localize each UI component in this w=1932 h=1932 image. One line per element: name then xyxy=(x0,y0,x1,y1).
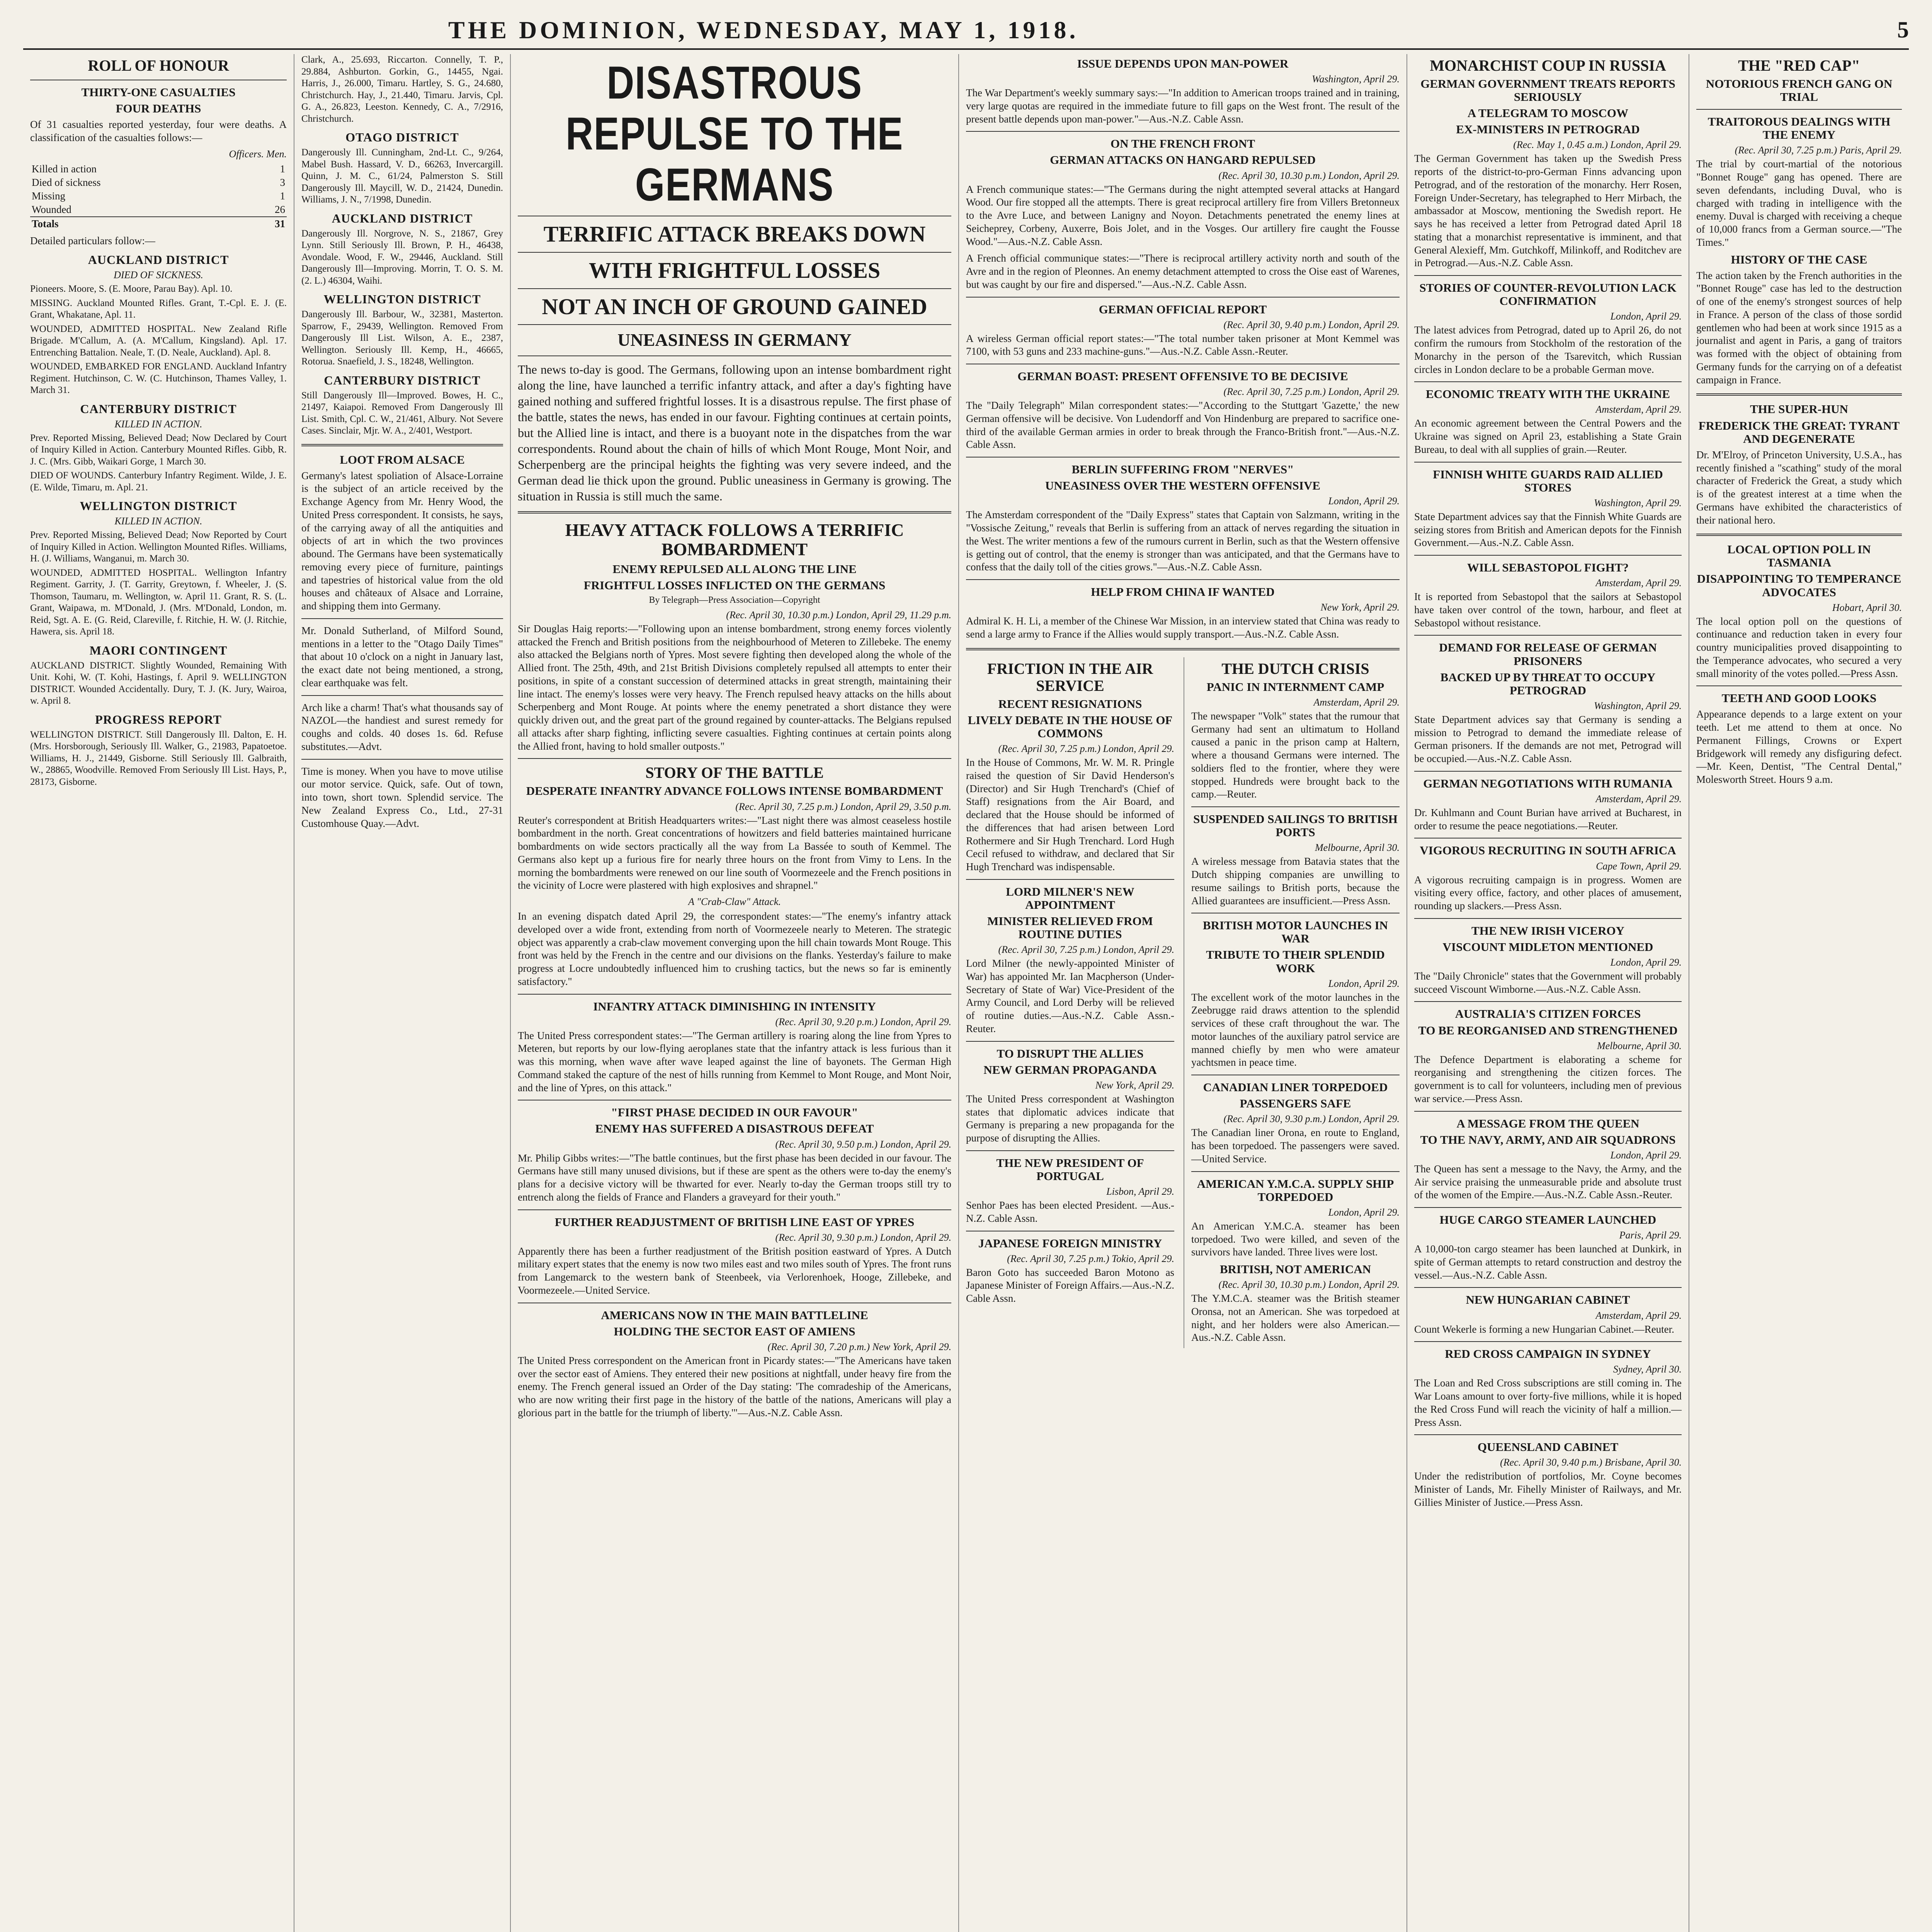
table-row xyxy=(30,203,287,217)
article-headline: TO DISRUPT THE ALLIES xyxy=(997,1046,1144,1060)
advertisement: Time is money. When you have to move utilise our motor service. Quick, safe. Out of town, into town, short town. Splendid service. The New Zealand Express Co., Ltd., 27-31 Customhouse Quay.—Advt. xyxy=(301,765,503,829)
article-body: A French communique states:—"The Germans during the night attempted several attacks at Hangard Wood. Our fire stopped all the attempts. There is great reciprocal artillery fire from Villers Bretonneux to the Avre Luce, and between Lanigny and Noyon. Detachments penetrated the enemy lines at Seicheprey, Corbeny, Auxerre, Bois Jolet, and in the Vosges. Our artillery fire caught the Fousse Wood."—Aus.-N.Z. Cable Assn. xyxy=(966,183,1400,247)
dateline: Hobart, April 30. xyxy=(1832,602,1902,613)
divider xyxy=(1414,1207,1682,1208)
article-subheadline: A TELEGRAM TO MOSCOW xyxy=(1467,106,1628,120)
divider xyxy=(1414,1001,1682,1002)
casualty-entry: Pioneers. Moore, S. (E. Moore, Parau Bay). Apl. 10. xyxy=(30,284,233,294)
divider xyxy=(1696,393,1902,396)
dateline: (Rec. April 30, 10.30 p.m.) London, April 29. xyxy=(1218,170,1400,181)
article-body: Count Wekerle is forming a new Hungarian Cabinet.—Reuter. xyxy=(1414,1323,1674,1335)
divider xyxy=(966,1150,1174,1151)
article-subheadline: HOLDING THE SECTOR EAST OF AMIENS xyxy=(614,1324,855,1338)
article-body: The "Daily Telegraph" Milan correspondent states:—"According to the Stuttgart 'Gazette,' the new German offensive will be decisive. Von Ludendorff and Von Hindenburg are prepared to sacrifice one-third of the available German armies in order to break through the Franco-British front."—Aus.-N.Z. Cable Assn. xyxy=(966,400,1400,451)
dateline: (Rec. April 30, 9.30 p.m.) London, April 29. xyxy=(775,1231,951,1243)
article-headline: "FIRST PHASE DECIDED IN OUR FAVOUR" xyxy=(611,1105,858,1119)
article-body: Dr. Kuhlmann and Count Burian have arrived at Bucharest, in order to resume the peace negotiations.—Reuter. xyxy=(1414,806,1682,832)
casualty-entry: WOUNDED, EMBARKED FOR ENGLAND. Auckland Infantry Regiment. Hutchinson, C. W. (C. Hutchinson, Thames Valley, 1. March 31. xyxy=(30,361,287,396)
article-headline: FRICTION IN THE AIR SERVICE xyxy=(987,660,1153,694)
sub-column-left xyxy=(966,657,1174,1348)
divider xyxy=(518,511,951,514)
table-cell: Killed in action xyxy=(32,163,97,175)
article-headline: NEW HUNGARIAN CABINET xyxy=(1466,1293,1630,1307)
dateline: Washington, April 29. xyxy=(1594,700,1682,711)
dateline: New York, April 29. xyxy=(1320,602,1400,613)
table-cell: Died of sickness xyxy=(32,176,101,188)
casualty-entry: Still Dangerously Ill—Improved. Bowes, H. C., 21497, Kaiapoi. Removed From Dangerously Ill List. Smith, Cpl. C. W., 21/461, Albury. Not Severe Cases. Sinclair, Mjr. W. A., 2/401, Westport. xyxy=(301,390,503,436)
article-subheadline: PASSENGERS SAFE xyxy=(1240,1097,1351,1111)
advertisement: Arch like a charm! That's what thousands say of NAZOL—the handiest and surest remedy for coughs and colds. 40 doses 1s. 6d. Refuse substitutes.—Advt. xyxy=(301,701,503,752)
column-foreign-news xyxy=(1406,54,1689,1932)
article-subheadline: NOTORIOUS FRENCH GANG ON TRIAL xyxy=(1706,77,1893,104)
article-body: The Amsterdam correspondent of the "Daily Express" states that Captain von Salzmann, writing in the "Vossische Zeitung," reveals that Berlin is suffering from an attack of nerves regarding the situation in the West. The writer mentions a few of the rumours current in Berlin, such as that the Western offensive is getting out of control, that the enemy is stronger than was anticipated, and that the Germans have to confess that the daily toll of the cities grows."—Aus.-N.Z. Cable Assn. xyxy=(966,509,1400,573)
dateline: (Rec. April 30, 9.50 p.m.) London, April 29. xyxy=(775,1138,951,1150)
article-body: State Department advices say that the Finnish White Guards are seizing stores from British and American depots for the Finnish Government.—Aus.-N.Z. Cable Assn. xyxy=(1414,510,1682,549)
divider xyxy=(1696,534,1902,536)
dateline: London, April 29. xyxy=(1610,311,1682,322)
divider xyxy=(966,579,1400,580)
dateline: Sydney, April 30. xyxy=(1613,1364,1682,1375)
roll-subtitle: THIRTY-ONE CASUALTIES xyxy=(81,85,236,99)
article-subheadline: FREDERICK THE GREAT: TYRANT AND DEGENERATE xyxy=(1698,418,1900,446)
article-body: Lord Milner (the newly-appointed Minister of War) has appointed Mr. Ian Macpherson (Under-Secretary of State of War) Vice-President of the Army Council, and Lord Derby will be relieved of routine duties.—Aus.-N.Z. Cable Assn.-Reuter. xyxy=(966,957,1174,1034)
divider xyxy=(1414,771,1682,772)
casualty-entry: Dangerously Ill. Cunningham, 2nd-Lt. C., 9/264, Mabel Bush. Hassard, V. D., 66263, Invercargill. Quinn, J. M. C., 61/24, Palmerston S. Still Dangerously Ill. Maycill, W. D., 21424, Dunedin. Williams, J. N., 7/1998, Dunedin. xyxy=(301,147,503,205)
article-body: The United Press correspondent on the American front in Picardy states:—"The Americans have taken over the sector east of Amiens. They entered their new positions at nightfall, under heavy fire from the enemy. The French general issued an Order of the Day stating: 'The comradeship of the Americans, who are now writing their first page in the history of the battle of the nations, Americans will play a glorious part in the battle for the triumph of liberty.'"—Aus.-N.Z. Cable Assn. xyxy=(518,1354,951,1418)
divider xyxy=(966,1041,1174,1042)
dateline: London, April 29. xyxy=(1328,978,1400,989)
article-body: An American Y.M.C.A. steamer has been torpedoed. Two were killed, and seven of the survivors have landed. Three lives were lost. xyxy=(1191,1220,1400,1258)
article-headline: THE "RED CAP" xyxy=(1738,57,1860,74)
district-heading: MAORI CONTINGENT xyxy=(89,643,228,657)
table-row-total xyxy=(30,217,287,231)
dateline: Amsterdam, April 29. xyxy=(1595,793,1682,804)
table-row xyxy=(30,176,287,189)
article-headline: ECONOMIC TREATY WITH THE UKRAINE xyxy=(1425,387,1670,401)
article-subheadline: FRIGHTFUL LOSSES INFLICTED ON THE GERMANS xyxy=(583,578,886,592)
article-body: The War Department's weekly summary says:—"In addition to American troops trained and in training, very large quotas are required in the immediate future to fill gaps on the West front. The result of the present battle depends upon man-power."—Aus.-N.Z. Cable Assn. xyxy=(966,87,1400,125)
divider xyxy=(966,879,1174,880)
dateline: (Rec. April 30, 9.40 p.m.) Brisbane, April 30. xyxy=(1500,1457,1682,1468)
article-subheadline: TO THE NAVY, ARMY, AND AIR SQUADRONS xyxy=(1420,1133,1676,1146)
dateline: London, April 29. xyxy=(1328,495,1400,507)
article-body: The Defence Department is elaborating a scheme for reorganising and strengthening the citizen forces. The government is to call for volunteers, including men of previous war service.—Press Assn. xyxy=(1414,1053,1682,1104)
table-cell: 26 xyxy=(275,203,285,215)
casualty-entry: WELLINGTON DISTRICT. Still Dangerously Ill. Dalton, E. H. (Mrs. Horsborough, Seriously Ill. Walker, G., 21983, Papatoetoe. Williams, H. J., 21449, Gisborne. Still Seriously Ill. Galbraith, W., 28865, Woodville. Removed From Seriously Ill List. Hays, P., 28173, Gisborne. xyxy=(30,729,287,787)
dateline: London, April 29. xyxy=(1610,956,1682,968)
article-subheadline: MINISTER RELIEVED FROM ROUTINE DUTIES xyxy=(987,914,1153,941)
divider xyxy=(1414,381,1682,382)
article-headline: LORD MILNER'S NEW APPOINTMENT xyxy=(1006,884,1134,912)
article-subheadline: PANIC IN INTERNMENT CAMP xyxy=(1206,680,1384,694)
column-casualty-progress xyxy=(294,54,510,1932)
article-headline: WILL SEBASTOPOL FIGHT? xyxy=(1467,561,1629,575)
article-body: Dr. M'Elroy, of Princeton University, U.S.A., has recently finished a "scathing" study of the moral character of Frederick the Great, a study which is of the greatest interest at a time when the Germans have exhibited the characteristics of their national hero. xyxy=(1696,449,1902,526)
roll-title: ROLL OF HONOUR xyxy=(88,57,229,74)
article-subheadline: EX-MINISTERS IN PETROGRAD xyxy=(1456,122,1640,136)
casualty-list xyxy=(30,529,287,638)
column-war-news xyxy=(958,54,1406,1932)
district-subheading: DIED OF SICKNESS. xyxy=(114,269,203,281)
roll-subtitle-deaths: FOUR DEATHS xyxy=(116,102,201,116)
article-crosshead: A "Crab-Claw" Attack. xyxy=(688,896,781,908)
article-body: Apparently there has been a further readjustment of the British position eastward of Ypres. A Dutch military expert states that the enemy is now two miles east and two miles south of Ypres. The front runs from Langemarck to the western bank of Steenbeek, via Verlorenhoek, Hooge, Zillebeke, and Voormezeele.—United Service. xyxy=(518,1245,951,1296)
divider xyxy=(1696,685,1902,686)
dateline: London, April 29. xyxy=(1328,1206,1400,1218)
article-subheadline: TO BE REORGANISED AND STRENGTHENED xyxy=(1418,1023,1678,1037)
casualty-list xyxy=(301,228,503,287)
article-body: The United Press correspondent at Washington states that diplomatic advices indicate that Germany is preparing a new propaganda for the purpose of disrupting the Allies. xyxy=(966,1093,1174,1144)
casualty-entry: Clark, A., 25.693, Riccarton. Connelly, T. P., 29.884, Ashburton. Gorkin, G., 14455, Ngai. Harris, J., 26.000, Timaru. Hartley, S. G., 24.680, Christchurch. Hay, J., 21.440, Timaru. Jarvis, Cpl. G. A., 26.823, Leeston. Kennedy, C. A., 7/2916, Christchurch. xyxy=(301,54,503,124)
district-subheading: KILLED IN ACTION. xyxy=(114,418,202,430)
casualty-list xyxy=(30,729,287,788)
divider xyxy=(1414,918,1682,919)
district-heading: CANTERBURY DISTRICT xyxy=(324,373,481,387)
article-subheadline: TRIBUTE TO THEIR SPLENDID WORK xyxy=(1206,948,1385,975)
article-headline: ON THE FRENCH FRONT xyxy=(1110,137,1255,151)
article-subheadline: DESPERATE INFANTRY ADVANCE FOLLOWS INTENSE BOMBARDMENT xyxy=(526,784,943,798)
article-headline: SUSPENDED SAILINGS TO BRITISH PORTS xyxy=(1193,812,1398,839)
article-headline: HELP FROM CHINA IF WANTED xyxy=(1091,585,1275,599)
dateline: (Rec. April 30, 7.25 p.m.) London, April 29. xyxy=(998,743,1174,755)
divider xyxy=(1414,1434,1682,1435)
article-headline: MONARCHIST COUP IN RUSSIA xyxy=(1430,57,1666,74)
article-headline: GERMAN OFFICIAL REPORT xyxy=(1099,302,1267,316)
lead-deck: TERRIFIC ATTACK BREAKS DOWN xyxy=(543,221,926,247)
dateline: (Rec. May 1, 0.45 a.m.) London, April 29. xyxy=(1513,139,1682,151)
article-subheadline: DISAPPOINTING TO TEMPERANCE ADVOCATES xyxy=(1697,572,1901,599)
district-subheading: KILLED IN ACTION. xyxy=(114,515,202,527)
dateline: (Rec. April 30, 7.25 p.m.) London, April 29, 3.50 p.m. xyxy=(735,801,951,812)
article-headline: AMERICAN Y.M.C.A. SUPPLY SHIP TORPEDOED xyxy=(1197,1177,1394,1204)
divider xyxy=(518,994,951,995)
article-headline: ISSUE DEPENDS UPON MAN-POWER xyxy=(1077,57,1289,70)
article-headline: THE NEW PRESIDENT OF PORTUGAL xyxy=(996,1156,1144,1183)
article-headline: THE NEW IRISH VICEROY xyxy=(1471,923,1624,937)
article-headline: AUSTRALIA'S CITIZEN FORCES xyxy=(1455,1007,1641,1021)
dateline: Melbourne, April 30. xyxy=(1597,1040,1682,1051)
table-cell: 3 xyxy=(280,176,285,188)
article-body: The Queen has sent a message to the Navy, the Army, and the Air service praising the unmeasurable pride and absolute trust of the women of the Empire.—Aus.-N.Z. Cable Assn.-Reuter. xyxy=(1414,1163,1682,1201)
district-heading: CANTERBURY DISTRICT xyxy=(80,401,237,416)
divider xyxy=(966,648,1400,650)
dateline: Melbourne, April 30. xyxy=(1315,842,1400,854)
divider xyxy=(301,444,503,446)
district-heading: OTAGO DISTRICT xyxy=(345,130,459,144)
detailed-label: Detailed particulars follow:— xyxy=(30,235,155,247)
casualty-entry: DIED OF WOUNDS. Canterbury Infantry Regiment. Wilde, J. E. (E. Wilde, Timaru, m. Apl. 21. xyxy=(30,470,287,493)
dateline: Washington, April 29. xyxy=(1594,497,1682,509)
article-body: The action taken by the French authorities in the "Bonnet Rouge" case has led to the destruction of one of the enemy's strongest sources of help in France. A person of the class of those sordid gentlemen who had been at work since 1915 as a journalist and agent in Paris, a gang of traitors was formed with the object of obtaining from Germany funds for the carrying on of a defeatist campaign in France. xyxy=(1696,269,1902,386)
divider xyxy=(966,131,1400,132)
lead-deck: WITH FRIGHTFUL LOSSES xyxy=(588,257,881,283)
article-body: State Department advices say that Germany is sending a mission to Petrograd to demand the immediate release of German prisoners. If the demands are not met, Petrograd will be occupied.—Aus.-N.Z. Cable Assn. xyxy=(1414,713,1682,765)
dateline: (Rec. April 30, 7.25 p.m.) Paris, April 29. xyxy=(1735,145,1902,156)
divider xyxy=(518,252,951,253)
article-body: The latest advices from Petrograd, dated up to April 26, do not confirm the rumours from Stockholm of the restoration of the Monarchy in the person of the Tsarevitch, which Russian circles in London declare to be a probable German move. xyxy=(1414,324,1682,375)
article-body: Under the redistribution of portfolios, Mr. Coyne becomes Minister of Lands, Mr. Fihelly Minister of Railways, and Mr. Gillies Minister of Justice.—Press Assn. xyxy=(1414,1470,1682,1508)
article-crosshead: HISTORY OF THE CASE xyxy=(1731,252,1867,266)
table-cell: Wounded xyxy=(32,203,71,215)
article-headline: CANADIAN LINER TORPEDOED xyxy=(1203,1080,1388,1094)
dateline: Amsterdam, April 29. xyxy=(1595,1310,1682,1321)
article-headline: STORIES OF COUNTER-REVOLUTION LACK CONFIRMATION xyxy=(1419,281,1677,308)
divider xyxy=(1414,1111,1682,1112)
article-headline: BRITISH, NOT AMERICAN xyxy=(1219,1262,1371,1276)
article-body: In an evening dispatch dated April 29, the correspondent states:—"The enemy's infantry attack developed over a wide front, extending from north of Voormezeele nearly to Meteren. The strategic object was apparently a crab-claw movement converging upon the hill chain towards Mont Rouge. This front was held by the French in the centre and our divisions on the flanks. Yesterday's failure to make progress at Locre undoubtedly influenced him to crushing tactics, but the news so far is eminently satisfactory." xyxy=(518,910,951,987)
article-body: A wireless German official report states:—"The total number taken prisoner at Mont Kemmel was 7100, with 53 guns and 233 machine-guns."—Aus.-N.Z. Cable Assn.-Reuter. xyxy=(966,332,1400,357)
article-body: In the House of Commons, Mr. W. M. R. Pringle raised the question of Sir David Henderson's (Director) and Sir Hugh Trenchard's (Chief of Staff) resignations from the Air Board, and declared that the House should be informed of the differences that had arisen between Lord Rothermere and Sir Hugh Trenchard. Lord Hugh Cecil refused to withdraw, and declared that Sir Hugh Trenchard was indispensable. xyxy=(966,757,1174,873)
dateline: (Rec. April 30, 7.20 p.m.) New York, April 29. xyxy=(767,1341,951,1352)
casualty-entry: Prev. Reported Missing, Believed Dead; Now Declared by Court of Inquiry Killed in Action. Canterbury Mounted Rifles. Gibb, R. J. C. (Mrs. Gibb, Waikari Gorge, 1 March 30. xyxy=(30,432,287,467)
article-headline: STORY OF THE BATTLE xyxy=(645,764,824,782)
masthead xyxy=(23,12,1909,50)
lead-deck: NOT AN INCH OF GROUND GAINED xyxy=(542,294,927,319)
table-cell: Missing xyxy=(32,190,66,202)
article-headline: GERMAN NEGOTIATIONS WITH RUMANIA xyxy=(1423,776,1673,790)
divider xyxy=(966,297,1400,298)
dateline: (Rec. April 30, 9.30 p.m.) London, April 29. xyxy=(1223,1113,1400,1125)
district-heading: AUCKLAND DISTRICT xyxy=(88,253,229,267)
casualty-list xyxy=(301,309,503,368)
roll-intro: Of 31 casualties reported yesterday, four were deaths. A classification of the casualties follows:— xyxy=(30,119,287,143)
article-body: A vigorous recruiting campaign is in progress. Women are visiting every office, factory, and other places of amusement, rounding up slackers.—Press Assn. xyxy=(1414,874,1682,912)
column-lead-story xyxy=(510,54,958,1932)
table-cell: 31 xyxy=(257,217,287,231)
divider xyxy=(518,1209,951,1210)
article-body: Senhor Paes has been elected President. —Aus.-N.Z. Cable Assn. xyxy=(966,1199,1174,1224)
article-body: A French official communique states:—"There is reciprocal artillery activity north and south of the Avre and in the region of Pleonnes. An enemy detachment attempted to cross the Oise east of Warenes, but was caught by our fire and dispersed."—Aus.-N.Z. Cable Assn. xyxy=(966,252,1400,290)
dateline: (Rec. April 30, 10.30 p.m.) London, April 29, 11.29 p.m. xyxy=(726,609,951,621)
article-body: The United Press correspondent states:—"The German artillery is roaring along the line from Ypres to Meteren, but reports by our low-flying aeroplanes state that the infantry attack is less furious than it was this morning, when wave after wave leaped against the line of bayonets. The German High Command staked the capture of the nest of hills running from Kemmel to Mont Rouge, and Mont Noir, and the line of Ypres, on this attack." xyxy=(518,1029,951,1094)
article-headline: INFANTRY ATTACK DIMINISHING IN INTENSITY xyxy=(593,999,876,1013)
table-row xyxy=(30,162,287,176)
casualty-list xyxy=(30,432,287,494)
article-headline: FINNISH WHITE GUARDS RAID ALLIED STORES xyxy=(1433,467,1663,494)
article-subheadline: BACKED UP BY THREAT TO OCCUPY PETROGRAD xyxy=(1440,670,1656,697)
dateline: Lisbon, April 29. xyxy=(1106,1186,1174,1197)
casualty-list xyxy=(30,660,287,707)
article-body: Admiral K. H. Li, a member of the Chinese War Mission, in an interview stated that China was ready to send a large army to France if the Allies would supply transport.—Aus.-N.Z. Cable Assn. xyxy=(966,615,1400,640)
table-row xyxy=(30,189,287,203)
article-headline: BRITISH MOTOR LAUNCHES IN WAR xyxy=(1202,918,1388,946)
article-subheadline: RECENT RESIGNATIONS xyxy=(998,697,1142,711)
district-heading: WELLINGTON DISTRICT xyxy=(323,292,481,306)
article-headline: HEAVY ATTACK FOLLOWS A TERRIFIC BOMBARDMENT xyxy=(565,520,904,560)
article-headline: VIGOROUS RECRUITING IN SOUTH AFRICA xyxy=(1420,844,1676,857)
article-body: The trial by court-martial of the notorious "Bonnet Rouge" gang has opened. There are seven defendants, including Duval, who is charged with trading in intelligence with the enemy. Duval is charged with receiving a cheque of 10,000 francs from a German source.—"The Times." xyxy=(1696,158,1902,248)
casualty-list xyxy=(301,54,503,125)
divider xyxy=(1414,1287,1682,1288)
article-body: A 10,000-ton cargo steamer has been launched at Dunkirk, in spite of German attempts to retard construction and destroy the vessel.—Aus.-N.Z. Cable Assn. xyxy=(1414,1243,1682,1281)
article-body: The Canadian liner Orona, en route to England, has been torpedoed. The passengers were saved.—United Service. xyxy=(1191,1127,1400,1165)
article-body: Baron Goto has succeeded Baron Motono as Japanese Minister of Foreign Affairs.—Aus.-N.Z. Cable Assn. xyxy=(966,1266,1174,1304)
table-cell: 1 xyxy=(280,190,285,202)
dateline: (Rec. April 30, 9.20 p.m.) London, April 29. xyxy=(775,1016,951,1027)
article-body: It is reported from Sebastopol that the sailors at Sebastopol have taken over control of the town, harbour, and fleet at Sebastopol without resistance. xyxy=(1414,591,1682,629)
article-headline: A MESSAGE FROM THE QUEEN xyxy=(1456,1116,1639,1130)
article-body: The news to-day is good. The Germans, following upon an intense bombardment right along the line, have launched a terrific infantry attack, and after a day's fighting have gained nothing and suffered frightful losses. It is a disastrous repulse. The first phase of the battle, states the news, has ended in our favour. Fighting continues at certain points, but the Allied line is intact, and there is a buoyant note in the dispatches from the war correspondents. Round about the chain of hills of which Mont Rouge, Mont Noir, and Scherpenberg are the principal heights the fighting was very severe indeed, and the German dead lie thick upon the ground. Public uneasiness in Germany is growing. The situation in Russia is still much the same. xyxy=(518,362,951,503)
article-headline: GERMAN BOAST: PRESENT OFFENSIVE TO BE DECISIVE xyxy=(1017,369,1348,383)
article-headline: LOCAL OPTION POLL IN TASMANIA xyxy=(1727,543,1871,570)
article-body: The German Government has taken up the Swedish Press reports of the district-to-pro-German Finns advancing upon Petrograd, and of the restoration of the monarchy. Herr Rosen, Foreign Under-Secretary, has telegraphed to Herr Mirbach, the ambassador at Moscow, mentioning the Swedish report. He says he has received a letter from Petrograd dated April 18 stating that a monarchist representative is imminent, and that General Alexieff, Mm. Gutchkoff, Milinkoff, and Roditchev are in Petrograd.—Aus.-N.Z. Cable Assn. xyxy=(1414,153,1682,269)
article-headline: BERLIN SUFFERING FROM "NERVES" xyxy=(1071,463,1294,476)
article-subheadline: UNEASINESS OVER THE WESTERN OFFENSIVE xyxy=(1045,479,1321,493)
casualty-entry: WOUNDED, ADMITTED HOSPITAL. New Zealand Rifle Brigade. M'Callum, A. (A. M'Callum, Kingsland). Apl. 17. Entrenching Battalion. Neale, T. (D. Neale, Auckland). Apl. 8. xyxy=(30,323,287,358)
article-headline: JAPANESE FOREIGN MINISTRY xyxy=(978,1236,1162,1250)
column-roll-of-honour xyxy=(23,54,294,1932)
divider xyxy=(1414,555,1682,556)
dateline: (Rec. April 30, 9.40 p.m.) London, April 29. xyxy=(1223,319,1400,330)
casualty-list xyxy=(30,283,287,396)
district-heading: AUCKLAND DISTRICT xyxy=(332,211,473,225)
divider xyxy=(1414,1341,1682,1342)
divider xyxy=(1414,462,1682,463)
district-heading: PROGRESS REPORT xyxy=(95,712,222,726)
article-headline: FURTHER READJUSTMENT OF BRITISH LINE EAST OF YPRES xyxy=(554,1215,915,1229)
dateline: (Rec. April 30, 7.25 p.m.) Tokio, April 29. xyxy=(1007,1253,1174,1264)
casualty-list xyxy=(301,390,503,437)
casualty-entry: Dangerously Ill. Barbour, W., 32381, Masterton. Sparrow, F., 29439, Wellington. Removed From Dangerously Ill List. Wilson, A. E., 2387, Wellington. Seriously Ill. Kemp, H., 46665, Rotorua. Snaefield, J. S., 18248, Wellington. xyxy=(301,309,503,367)
dateline: Amsterdam, April 29. xyxy=(1595,577,1682,589)
article-subheadline: GERMAN GOVERNMENT TREATS REPORTS SERIOUSLY xyxy=(1420,77,1675,104)
divider xyxy=(1191,806,1400,807)
article-subheadline: GERMAN ATTACKS ON HANGARD REPULSED xyxy=(1050,153,1316,167)
article-body: An economic agreement between the Central Powers and the Ukraine was signed on April 23, establishing a State Grain Bureau, to deal with all supplies of grain.—Reuter. xyxy=(1414,417,1682,455)
article-subheadline: ENEMY HAS SUFFERED A DISASTROUS DEFEAT xyxy=(595,1122,874,1136)
article-body: The "Daily Chronicle" states that the Government will probably succeed Viscount Wimborne.—Aus.-N.Z. Cable Assn. xyxy=(1414,970,1682,995)
article-body: Mr. Philip Gibbs writes:—"The battle continues, but the first phase has been decided in our favour. The Germans have still many unused divisions, but if these are spent as the others were to-day the enemy's plans for a decisive victory will be thwarted for ever. Nearly to-day the German troops still try to entrench along the fields of France and Flanders a graveyard for their youth." xyxy=(518,1152,951,1203)
article-subheadline: ENEMY REPULSED ALL ALONG THE LINE xyxy=(612,562,857,576)
column-features xyxy=(1689,54,1909,1932)
article-headline: THE SUPER-HUN xyxy=(1750,402,1849,416)
newspaper-title: THE DOMINION, WEDNESDAY, MAY 1, 1918. xyxy=(448,16,1079,44)
article-headline: QUEENSLAND CABINET xyxy=(1477,1440,1619,1454)
article-headline: HUGE CARGO STEAMER LAUNCHED xyxy=(1439,1213,1656,1227)
article-body: A wireless message from Batavia states that the Dutch shipping companies are unwilling to resume sailings to British ports, because the Allied guarantees are insufficient.—Press Assn. xyxy=(1191,855,1400,906)
dateline: Cape Town, April 29. xyxy=(1596,860,1682,872)
article-body: Germany's latest spoliation of Alsace-Lorraine is the subject of an article received by the Exchange Agency from Mr. Henry Wood, the United Press correspondent. It consists, he says, of the carrying away of all the antiquities and objects of art in which the two provinces abound. The Germans have been systematically removing every piece of furniture, paintings and tapestries of historical value from the old houses and châteaux of Alsace and Lorraine, and shipping them into Germany. xyxy=(301,469,503,612)
dateline: Amsterdam, April 29. xyxy=(1313,696,1400,708)
article-body: Mr. Donald Sutherland, of Milford Sound, mentions in a letter to the "Otago Daily Times" that about 10 o'clock on a night in January last, the exact date not being mentioned, a strong, clear earthquake was felt. xyxy=(301,624,503,689)
page-number: 5 xyxy=(1897,17,1909,43)
article-body: Sir Douglas Haig reports:—"Following upon an intense bombardment, strong enemy forces violently attacked the French and British positions from the neighbourhood of Meteren to Zillebeke. The enemy also attacked the Belgians north of Ypres. Most severe fighting then developed along the whole of the Allied front. The 25th, 49th, and 21st British Divisions completely repulsed all attempts to enter their positions, in spite of a constant succession of determined attacks in great strength, maintaining their line intact. The enemy's losses were very heavy. The French repulsed heavy attacks on the hills about Scherpenberg and Mont Rouge. At points where the enemy penetrated a short distance they were quickly driven out, and the great part of the ground regained by counter-attacks. The Belgians repulsed all attacks after sharp fighting, inflicting severe casualties. Fighting continues at certain points along the Allied front, having to hold smaller outposts." xyxy=(518,622,951,752)
casualty-entry: Prev. Reported Missing, Believed Dead; Now Reported by Court of Inquiry Killed in Action. Wellington Mounted Rifles. Williams, H. (J. Williams, Wanganui, m. March 30. xyxy=(30,530,287,564)
dateline: (Rec. April 30, 7.25 p.m.) London, April 29. xyxy=(1223,386,1400,398)
article-body: The excellent work of the motor launches in the Zeebrugge raid draws attention to the splendid services of these craft throughout the war. The motor launches of the auxiliary patrol service are manned chiefly by men who were amateur yachtsmen in peace time. xyxy=(1191,991,1400,1068)
article-headline: RED CROSS CAMPAIGN IN SYDNEY xyxy=(1445,1347,1651,1361)
divider xyxy=(1414,635,1682,636)
dateline: Paris, April 29. xyxy=(1619,1230,1682,1241)
lead-headline: DISASTROUS REPULSE TO THE GERMANS xyxy=(565,57,904,211)
divider xyxy=(1414,275,1682,276)
article-headline: LOOT FROM ALSACE xyxy=(340,452,465,466)
divider xyxy=(301,695,503,696)
divider xyxy=(1696,109,1902,110)
lead-deck: UNEASINESS IN GERMANY xyxy=(617,330,852,350)
article-subheadline: VISCOUNT MIDLETON MENTIONED xyxy=(1442,940,1653,954)
dateline: (Rec. April 30, 7.25 p.m.) London, April 29. xyxy=(998,944,1174,956)
divider xyxy=(518,758,951,759)
article-headline: AMERICANS NOW IN THE MAIN BATTLELINE xyxy=(601,1308,868,1322)
dateline: London, April 29. xyxy=(1610,1149,1682,1161)
casualty-list xyxy=(301,147,503,206)
casualty-entry: AUCKLAND DISTRICT. Slightly Wounded, Remaining With Unit. Kohi, W. (T. Kohi, Hastings, f. April 9. WELLINGTON DISTRICT. Wounded Accidentally. Dury, T. J. (K. Jury, Wairoa, w. April 8. xyxy=(30,660,287,706)
article-body: The local option poll on the questions of continuance and reduction taken in every four country municipalities proved disappointing to the Temperance advocates, who secured a very small minority of the votes polled.—Press Assn. xyxy=(1696,615,1902,679)
article-body: The Loan and Red Cross subscriptions are still coming in. The War Loans amount to over forty-five millions, while it is hoped the Red Cross Fund will reach the vicinity of half a million.—Press Assn. xyxy=(1414,1377,1682,1428)
article-subheadline: NEW GERMAN PROPAGANDA xyxy=(983,1063,1157,1077)
advertisement: Appearance depends to a large extent on your teeth. Let me attend to them at once. No Permanent Fillings, Crowns or Expert Bridgework will remedy any disfiguring defect.—Mr. Keen, Dentist, "The Central Dental," Molesworth Street. Hours 9 a.m. xyxy=(1696,708,1902,786)
article-subheadline: LIVELY DEBATE IN THE HOUSE OF COMMONS xyxy=(968,713,1173,740)
page-columns xyxy=(23,54,1909,1932)
article-headline: DEMAND FOR RELEASE OF GERMAN PRISONERS xyxy=(1439,641,1657,668)
divider xyxy=(518,288,951,289)
casualty-entry: MISSING. Auckland Mounted Rifles. Grant, T.-Cpl. E. J. (E. Grant, Whakatane, Apl. 11. xyxy=(30,298,287,320)
sub-column-right xyxy=(1184,657,1400,1348)
dateline: New York, April 29. xyxy=(1095,1079,1174,1091)
advertisement-headline: TEETH AND GOOD LOOKS xyxy=(1721,691,1877,705)
casualty-totals-table xyxy=(30,162,287,231)
article-body: The newspaper "Volk" states that the rumour that Germany had sent an ultimatum to Holland caused a panic in the prison camp at Haltern, where a thousand Germans were interned. The soldiers fled to the frontier, where they were stopped. Hundreds were brought back to the camp.—Reuter. xyxy=(1191,710,1400,800)
table-cell: Totals xyxy=(30,217,257,231)
casualty-entry: WOUNDED, ADMITTED HOSPITAL. Wellington Infantry Regiment. Garrity, J. (T. Garrity, Greytown, f. Wheeler, J. (S. Thomson, Taumaru, m. Wellington, w. April 11. Grant, R. S. (L. Grant, Waipawa, m. M'Donald, J. (Mrs. M'Donald, London, m. Reid, Sgt. A. E. (G. Reid, Clareville, f. Ritchie, H. W. (J. Ritchie, Hawera, sis. April 18. xyxy=(30,567,287,637)
dateline: Washington, April 29. xyxy=(1312,73,1400,85)
article-body: Reuter's correspondent at British Headquarters writes:—"Last night there was almost ceaseless hostile bombardment in the north. Great concentrations of howitzers and field batteries maintained hurricane bombardments on wide sectors practically all the way from La Bassée to south of Kemmel. The Germans also kept up a furious fire for nearly three hours on the front from Vimy to Lens. In the morning the bombardments were renewed on our line south of Voormezeele and the French positions in the vicinity of Locre were plastered with high explosives and shrapnel." xyxy=(518,814,951,891)
divider xyxy=(301,618,503,619)
divider xyxy=(301,759,503,760)
article-subheadline: TRAITOROUS DEALINGS WITH THE ENEMY xyxy=(1708,115,1891,142)
divider xyxy=(518,355,951,356)
totals-header: Officers. Men. xyxy=(229,148,287,160)
split-columns xyxy=(966,657,1400,1348)
dateline: (Rec. April 30, 10.30 p.m.) London, April 29. xyxy=(1218,1279,1400,1291)
article-headline: THE DUTCH CRISIS xyxy=(1221,660,1369,677)
divider xyxy=(1191,1171,1400,1172)
table-cell: 1 xyxy=(280,163,285,175)
lead-summary xyxy=(518,362,951,504)
wire-credit: By Telegraph—Press Association—Copyright xyxy=(649,595,820,605)
casualty-entry: Dangerously Ill. Norgrove, N. S., 21867, Grey Lynn. Still Seriously Ill. Brown, P. H., 46438, Avondale. Wood, F. W., 29446, Auckland. Still Dangerously Ill—Improving. Morrin, T. O. S. M. (2. L.) 46304, Waihi. xyxy=(301,228,503,286)
divider xyxy=(518,324,951,325)
district-heading: WELLINGTON DISTRICT xyxy=(80,499,237,513)
dateline: Amsterdam, April 29. xyxy=(1595,404,1682,415)
article-body: The Y.M.C.A. steamer was the British steamer Oronsa, not an American. She was torpedoed at night, and her holders were also American.—Aus.-N.Z. Cable Assn. xyxy=(1191,1293,1400,1344)
